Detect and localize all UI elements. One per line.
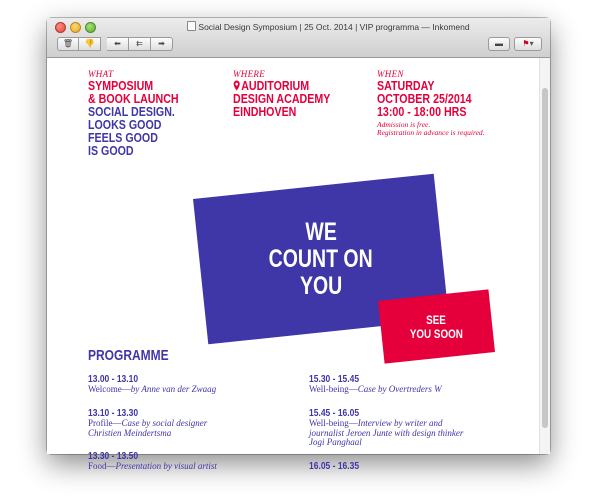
programme-desc-ital: Christien Meindertsma (88, 427, 172, 438)
programme-time: 13.10 - 13.30 (88, 408, 139, 419)
flag-button[interactable] (514, 37, 542, 51)
what-line: IS GOOD (88, 143, 134, 158)
programme-desc (88, 462, 288, 472)
where-line-text: AUDITORIUM (241, 78, 310, 93)
trash-icon: 🗑 (62, 39, 74, 48)
programme-desc-ital: Jogi Panghaal (309, 437, 362, 447)
scrollbar-thumb[interactable] (542, 88, 548, 428)
programme-desc-ital: Interview by writer and (357, 418, 443, 428)
title-bar (47, 18, 550, 58)
where-label: WHERE (233, 69, 265, 79)
printer-icon: ▬ (495, 39, 503, 48)
programme-desc-ital: Presentation by visual artist (115, 461, 217, 471)
programme-item (309, 461, 509, 472)
close-window-button[interactable] (55, 22, 66, 33)
toolbar-left (57, 37, 173, 51)
mail-window (47, 18, 550, 472)
programme-item (309, 374, 509, 395)
programme-desc-main: Profile— (88, 418, 122, 428)
programme-time: 15.45 - 16.05 (309, 408, 360, 419)
vertical-scrollbar[interactable] (539, 58, 550, 454)
programme-desc (88, 385, 288, 395)
where-line: DESIGN ACADEMY (233, 91, 331, 106)
junk-button[interactable] (79, 37, 101, 51)
message-body (47, 58, 550, 472)
reply-icon: ⬅ (114, 39, 121, 48)
print-button[interactable] (488, 37, 510, 51)
when-line: OCTOBER 25/2014 (377, 91, 472, 106)
what-line: FEELS GOOD (88, 130, 158, 145)
reply-all-button[interactable] (129, 37, 151, 51)
programme-desc-ital: by Anne van der Zwaag (130, 384, 217, 394)
red-card-text (381, 295, 492, 358)
map-pin-icon (233, 80, 240, 91)
delete-button[interactable] (57, 37, 79, 51)
reply-button[interactable] (107, 37, 129, 51)
where-section (233, 69, 352, 118)
window-title-container (147, 21, 510, 32)
programme-title: PROGRAMME (88, 347, 169, 364)
programme-item (88, 374, 288, 395)
programme-desc-ital: journalist Jeroen Junte with design thinker (309, 427, 464, 438)
red-card-line: YOU SOON (409, 326, 464, 341)
programme-time: 13.30 - 13.50 (88, 451, 139, 462)
programme-desc-ital: Case by social designer (121, 418, 208, 428)
what-section (88, 69, 199, 157)
when-line: 13:00 - 18:00 HRS (377, 104, 467, 119)
programme-time: 16.05 - 16.35 (309, 461, 360, 472)
minimize-window-button[interactable] (70, 22, 81, 33)
programme-desc-main: Food— (88, 461, 116, 471)
where-line: EINDHOVEN (233, 104, 297, 119)
thumbs-down-icon: 👎 (84, 39, 95, 48)
what-line: SYMPOSIUM (88, 78, 154, 93)
when-label: WHEN (377, 69, 404, 79)
when-line: SATURDAY (377, 78, 435, 93)
blue-card-line: WE (305, 217, 337, 246)
programme-item (88, 451, 288, 472)
blue-card-line: YOU (299, 271, 343, 300)
red-card-line: SEE (426, 312, 447, 327)
forward-icon: ➡ (158, 39, 165, 48)
programme-item (309, 408, 524, 448)
programme-desc (309, 385, 509, 395)
when-section (377, 69, 492, 137)
chevron-down-icon: ▾ (529, 39, 534, 48)
programme-time: 13.00 - 13.10 (88, 374, 139, 385)
admission-note (377, 121, 492, 137)
window-title: Social Design Symposium | 25 Oct. 2014 | VIP programma — Inkomend (198, 22, 470, 32)
programme-desc-main: Well-being— (309, 418, 358, 428)
programme-item (88, 408, 288, 438)
document-icon (187, 21, 196, 31)
what-line: LOOKS GOOD (88, 117, 162, 132)
programme-desc-ital: Case by Overtreders W (357, 384, 442, 394)
note-line: Admission is free. (377, 120, 431, 129)
forward-button[interactable] (151, 37, 173, 51)
flag-icon: ⚑ (522, 39, 530, 48)
programme-desc (309, 419, 524, 448)
note-line: Registration in advance is required. (377, 128, 485, 137)
what-line: SOCIAL DESIGN. (88, 104, 175, 119)
reply-all-icon: ⇇ (136, 39, 143, 48)
what-label: WHAT (88, 69, 114, 79)
programme-time: 15.30 - 15.45 (309, 374, 360, 385)
programme-desc-main: Well-being— (309, 384, 358, 394)
programme-desc-main: Welcome— (88, 384, 131, 394)
what-line: & BOOK LAUNCH (88, 91, 179, 106)
blue-card-line: COUNT ON (268, 244, 373, 273)
zoom-window-button[interactable] (85, 22, 96, 33)
programme-desc (88, 419, 288, 438)
